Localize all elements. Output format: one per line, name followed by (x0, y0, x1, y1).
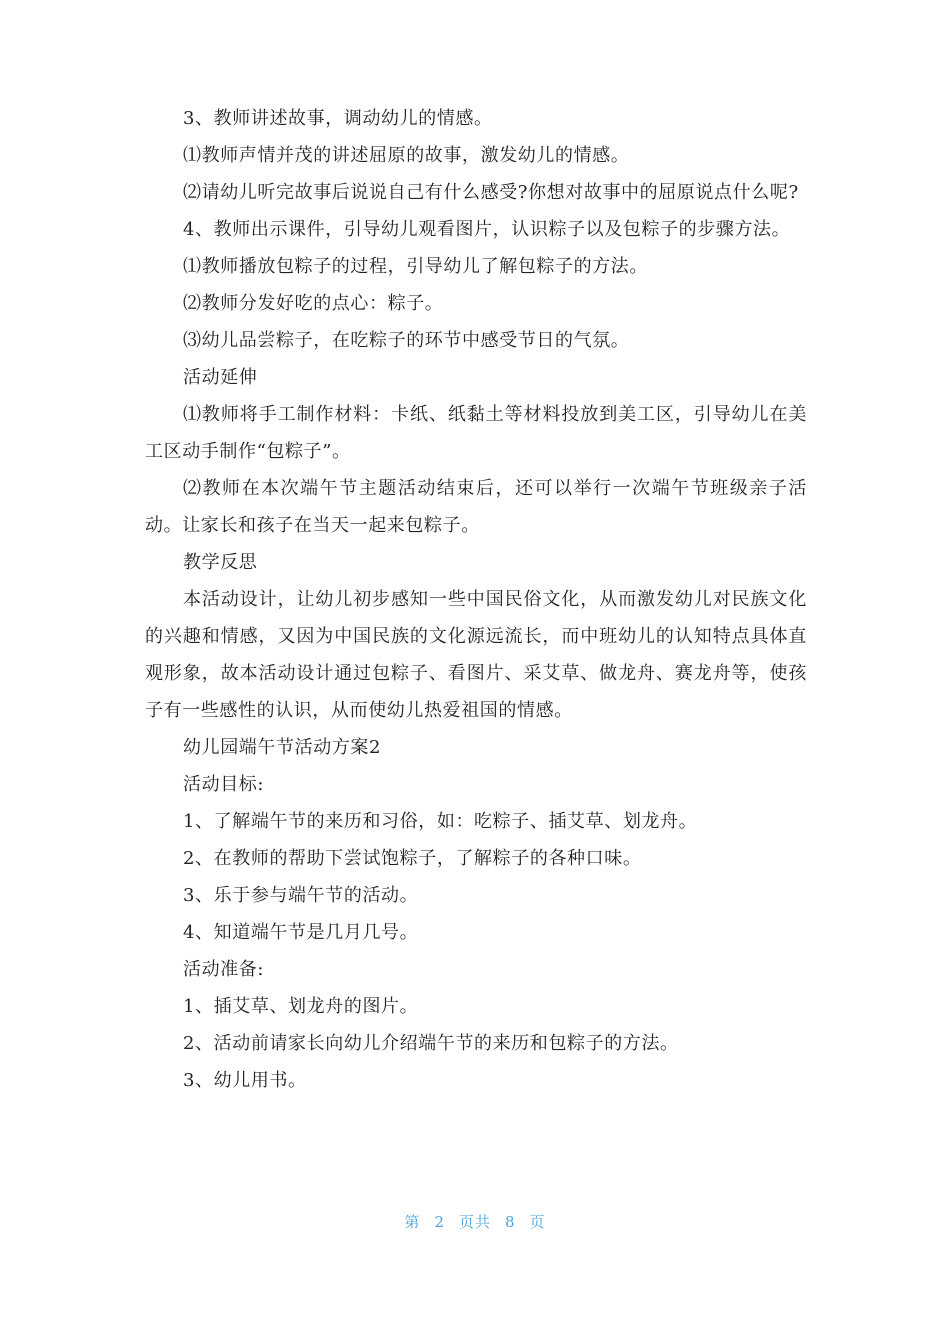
section-heading: 活动准备: (183, 959, 265, 980)
page-number: 2 (434, 1213, 445, 1231)
page-label-prefix: 第 (404, 1213, 421, 1231)
paragraph: 3、幼儿用书。 (183, 1070, 307, 1091)
paragraph: 4、教师出示课件，引导幼儿观看图片，认识粽子以及包粽子的步骤方法。 (183, 219, 791, 240)
paragraph: ⑵请幼儿听完故事后说说自己有什么感受?你想对故事中的屈原说点什么呢? (183, 182, 799, 203)
paragraph: 2、在教师的帮助下尝试饱粽子，了解粽子的各种口味。 (183, 848, 642, 869)
paragraph: 3、乐于参与端午节的活动。 (183, 885, 419, 906)
paragraph: ⑴教师将手工制作材料：卡纸、纸黏土等材料投放到美工区，引导幼儿在美工区动手制作“包粽子”。 (145, 404, 807, 462)
paragraph: ⑴教师声情并茂的讲述屈原的故事，激发幼儿的情感。 (183, 145, 630, 166)
section-heading: 幼儿园端午节活动方案2 (183, 737, 382, 758)
paragraph: ⑵教师在本次端午节主题活动结束后，还可以举行一次端午节班级亲子活动。让家长和孩子在当天一起来包粽子。 (145, 478, 807, 536)
page-total: 8 (505, 1213, 516, 1231)
paragraph: ⑵教师分发好吃的点心：粽子。 (183, 293, 444, 314)
document-body (145, 100, 807, 1099)
paragraph: 1、了解端午节的来历和习俗，如：吃粽子、插艾草、划龙舟。 (183, 811, 698, 832)
paragraph: 1、插艾草、划龙舟的图片。 (183, 996, 419, 1017)
paragraph: 3、教师讲述故事，调动幼儿的情感。 (183, 108, 493, 129)
paragraph: 2、活动前请家长向幼儿介绍端午节的来历和包粽子的方法。 (183, 1033, 679, 1054)
page-label-suffix: 页 (529, 1213, 546, 1231)
section-heading: 教学反思 (183, 552, 258, 573)
paragraph: 4、知道端午节是几月几号。 (183, 922, 419, 943)
page-label-middle: 页共 (458, 1213, 491, 1231)
paragraph: 本活动设计，让幼儿初步感知一些中国民俗文化，从而激发幼儿对民族文化的兴趣和情感，又因为中国民族的文化源远流长，而中班幼儿的认知特点具体直观形象，故本活动设计通过包粽子、看图片、采艾草、做龙舟、赛龙舟等，使孩子有一些感性的认识，从而使幼儿热爱祖国的情感。 (145, 589, 807, 721)
section-heading: 活动目标: (183, 774, 265, 795)
paragraph: ⑴教师播放包粽子的过程，引导幼儿了解包粽子的方法。 (183, 256, 648, 277)
paragraph: ⑶幼儿品尝粽子，在吃粽子的环节中感受节日的气氛。 (183, 330, 630, 351)
section-heading: 活动延伸 (183, 367, 258, 388)
page-footer (0, 1211, 950, 1233)
